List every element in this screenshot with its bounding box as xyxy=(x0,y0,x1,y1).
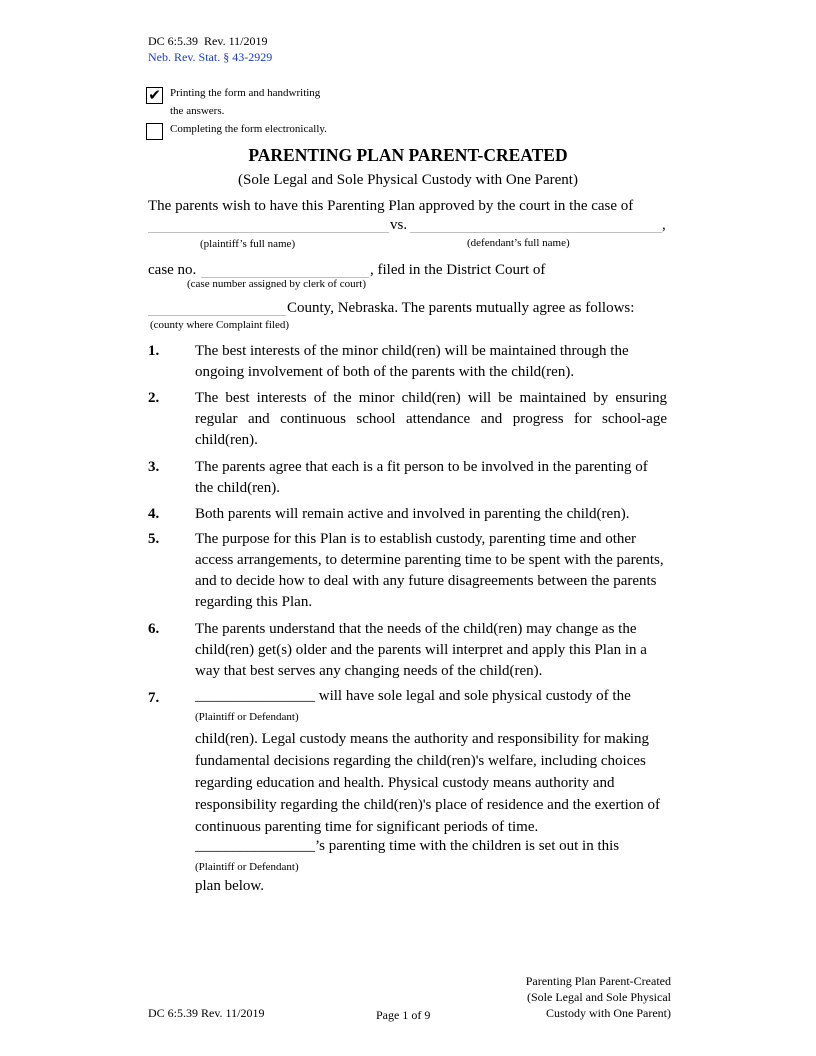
party-label-2: (Plaintiff or Defendant) xyxy=(195,861,299,873)
form-id xyxy=(148,34,267,49)
item-number: 6. xyxy=(148,621,160,637)
item7-line2 xyxy=(195,838,619,855)
item7-line2-text: ’s parenting time with the children is set out in this xyxy=(315,838,620,854)
form-revision: Rev. 11/2019 xyxy=(204,34,268,48)
county-field[interactable] xyxy=(148,315,286,316)
item-number: 5. xyxy=(148,531,160,547)
footer-title-line3: Custody with One Parent) xyxy=(546,1006,671,1020)
item-text: The purpose for this Plan is to establish custody, parenting time and other access arrangements, to determine parenting time to be spent with the parents, and to decide how to deal with any future disagreements between the parents regarding this Plan. xyxy=(195,531,664,610)
print-checkbox[interactable]: ✔ xyxy=(146,87,163,104)
item-text: The best interests of the minor child(ren) will be maintained through the ongoing involvement of both of the parents with the child(ren). xyxy=(195,343,629,380)
item-text: The best interests of the minor child(ren) will be maintained by ensuring regular and continuous school attendance and progress for school-age child(ren). xyxy=(195,390,667,448)
form-number: DC 6:5.39 xyxy=(148,34,199,48)
case-no-label: case no. xyxy=(148,262,197,278)
item-number: 3. xyxy=(148,459,160,475)
item7-body: child(ren). Legal custody means the authority and responsibility for making fundamental decisions regarding the child(ren)'s welfare, including choices regarding education and health. Physical custody means authority and responsibility regarding the child(ren)'s place of residence and the exertion of continuous parenting time for significant periods of time. xyxy=(195,731,661,835)
item7-line1 xyxy=(195,688,631,705)
custodial-parent-field[interactable]: ________________ xyxy=(195,688,315,704)
item7-end: plan below. xyxy=(195,878,265,894)
parenting-time-parent-field[interactable]: ________________ xyxy=(195,838,315,854)
footer-form-id: DC 6:5.39 Rev. 11/2019 xyxy=(148,1006,265,1020)
defendant-label: (defendant’s full name) xyxy=(467,237,570,249)
defendant-name-field[interactable] xyxy=(410,232,662,233)
intro-text: The parents wish to have this Parenting Plan approved by the court in the case of xyxy=(148,198,634,214)
county-label: (county where Complaint filed) xyxy=(150,319,289,331)
vs-text: vs. xyxy=(390,217,408,233)
comma-text: , xyxy=(662,217,666,233)
item-number: 1. xyxy=(148,343,160,359)
item-number: 7. xyxy=(148,690,160,706)
page-subtitle: (Sole Legal and Sole Physical Custody with One Parent) xyxy=(238,172,578,188)
page-number: Page 1 of 9 xyxy=(376,1008,431,1022)
print-option-label-2: the answers. xyxy=(170,105,225,117)
item-text: The parents agree that each is a fit person to be involved in the parenting of the child(ren). xyxy=(195,459,648,496)
item-text: Both parents will remain active and involved in parenting the child(ren). xyxy=(195,506,630,522)
filed-text: , filed in the District Court of xyxy=(370,262,546,278)
statute-link[interactable]: Neb. Rev. Stat. § 43-2929 xyxy=(148,50,273,64)
item7-line1-text: will have sole legal and sole physical custody of the xyxy=(315,688,631,704)
case-number-label: (case number assigned by clerk of court) xyxy=(187,278,366,290)
page-title: PARENTING PLAN PARENT-CREATED xyxy=(248,145,568,165)
item-text: The parents understand that the needs of the child(ren) may change as the child(ren) get(s) older and the parents will interpret and apply this Plan in a way that best serves any changing needs of the child(ren). xyxy=(195,621,647,679)
electronic-checkbox[interactable] xyxy=(146,123,163,140)
item-number: 4. xyxy=(148,506,160,522)
item-number: 2. xyxy=(148,390,160,406)
county-text: County, Nebraska. The parents mutually agree as follows: xyxy=(287,300,635,316)
party-label: (Plaintiff or Defendant) xyxy=(195,711,299,723)
plaintiff-name-field[interactable] xyxy=(148,232,389,233)
plaintiff-label: (plaintiff’s full name) xyxy=(200,238,296,250)
print-option-label: Printing the form and handwriting xyxy=(170,87,321,99)
footer-title-line2: (Sole Legal and Sole Physical xyxy=(527,990,671,1004)
footer-title-line1: Parenting Plan Parent-Created xyxy=(525,974,671,988)
electronic-option-label: Completing the form electronically. xyxy=(170,123,327,135)
